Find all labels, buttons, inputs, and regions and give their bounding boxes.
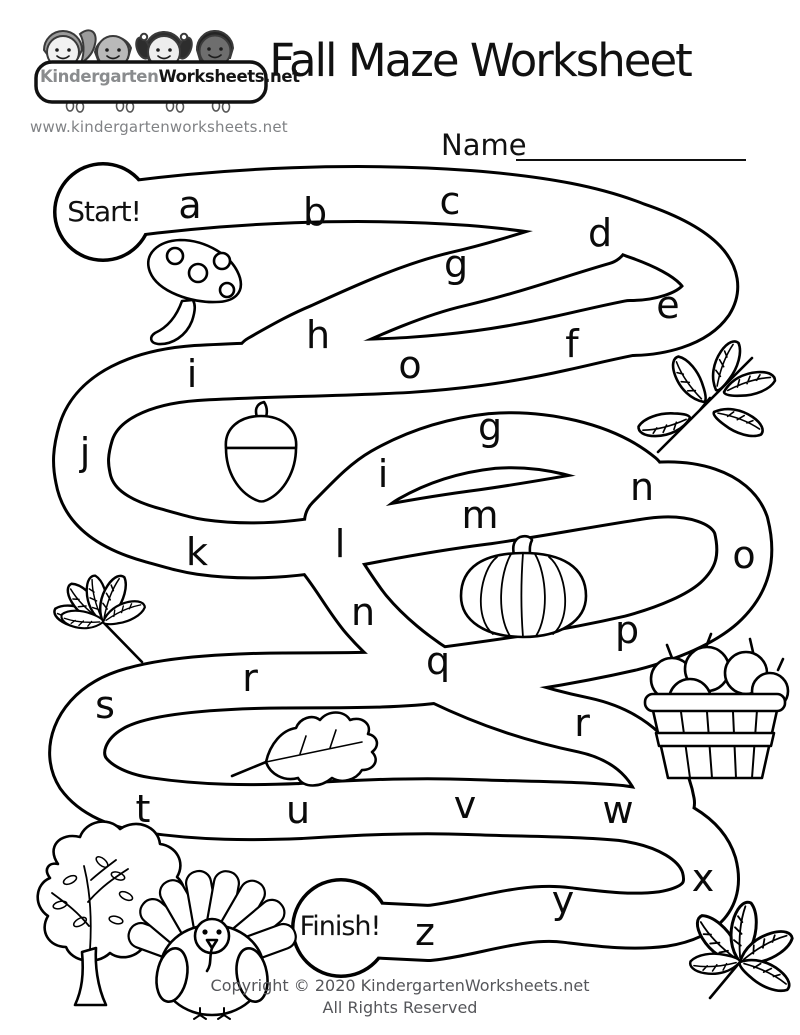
maze-letter-w: w (602, 788, 634, 832)
page-title: Fall Maze Worksheet (269, 34, 691, 87)
maze-letter-n: n (350, 590, 376, 634)
maze-letter-n: n (629, 465, 655, 509)
maple-leaf-art (52, 572, 148, 662)
maze-letter-j: j (79, 430, 91, 474)
maze-letter-q: q (425, 639, 451, 683)
maze-letter-e: e (656, 283, 680, 327)
maze-start-label: Start! (67, 195, 141, 228)
name-label: Name (441, 128, 527, 162)
maze-letter-g: g (443, 242, 469, 286)
maze-letter-h: h (305, 313, 331, 357)
acorn-art (226, 402, 296, 502)
maze-letter-t: t (135, 787, 151, 831)
maze-letter-l: l (334, 522, 346, 566)
maze-letter-s: s (95, 683, 115, 727)
maze-letter-k: k (185, 530, 209, 574)
maze-letter-r: r (242, 656, 258, 700)
maze-letter-f: f (565, 322, 579, 366)
maze-letter-u: u (285, 788, 311, 832)
maze-letter-x: x (691, 856, 715, 900)
oak-leaf-art (232, 713, 377, 786)
logo-wordmark-gray: Kindergarten (40, 67, 159, 86)
maze-letter-m: m (461, 493, 499, 537)
logo-wordmark-black: Worksheets.net (158, 67, 300, 86)
maze-letter-d: d (587, 211, 613, 255)
maze-letter-i: i (377, 452, 389, 496)
maze-letter-o: o (732, 533, 756, 577)
maze-letter-o: o (398, 343, 422, 387)
logo-url: www.kindergartenworksheets.net (30, 118, 288, 136)
maze-letter-y: y (551, 878, 575, 922)
copyright-line: Copyright © 2020 KindergartenWorksheets.net (210, 976, 590, 995)
maze-letter-v: v (453, 783, 477, 827)
footer (0, 975, 800, 1019)
maze-letter-b: b (302, 190, 328, 234)
maze-letter-a: a (178, 183, 202, 227)
rights-line: All Rights Reserved (322, 998, 478, 1017)
maze-letter-c: c (439, 179, 461, 223)
maze-letter-g: g (477, 405, 503, 449)
maze-finish-label: Finish! (299, 911, 381, 942)
maze-letter-p: p (614, 608, 640, 652)
mushroom-art (148, 240, 241, 344)
pumpkin-art (461, 536, 586, 637)
logo-wordmark (40, 67, 300, 86)
name-input-line[interactable] (516, 159, 746, 161)
maze-letter-i: i (186, 352, 198, 396)
maze-letter-r: r (574, 701, 590, 745)
maze-letter-z: z (415, 910, 435, 954)
